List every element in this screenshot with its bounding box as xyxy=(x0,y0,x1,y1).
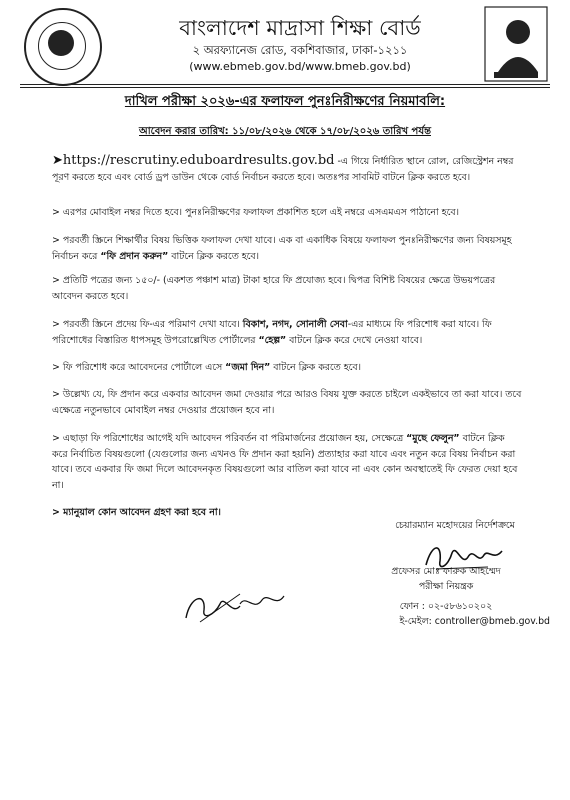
instruction-2: > এরপর মোবাইল নম্বর দিতে হবে। পুনঃনিরীক্ষণের ফলাফল প্রকাশিত হলে এই নম্বরে এসএমএস পাঠানো হবে। xyxy=(52,207,459,218)
signature-order: চেয়ারম্যান মহোদয়ের নির্দেশক্রমে xyxy=(395,520,515,531)
instruction-5-text-mid: -এর মাধ্যমে ফি পরিশোধ করা যাবে। ফি পরিশোধের বিস্তারিত ধাপসমূহ উপরোল্লেখিত পোর্টালের xyxy=(52,319,492,346)
controller-email: ই-মেইল: controller@bmeb.gov.bd xyxy=(399,616,550,627)
controller-phone: ফোন : ০২-৫৮৬১০২০২ xyxy=(399,601,493,612)
submit-button-label: “জমা দিন” xyxy=(225,362,271,373)
board-websites: (www.ebmeb.gov.bd/www.bmeb.gov.bd) xyxy=(189,60,411,73)
initial-signature-icon xyxy=(180,582,290,626)
instruction-8 xyxy=(52,431,522,493)
instruction-1 xyxy=(52,153,522,185)
instruction-4: > প্রতিটি পত্রের জন্য ১৫০/- (একশত পঞ্চাশ মাত্র) টাকা হারে ফি প্রযোজ্য হবে। দ্বিপত্র বিশিষ্ট বিষয়ের ক্ষেত্রে উভয়পত্রের আবেদন করতে হবে। xyxy=(52,275,496,302)
instruction-8-text-end: বাটনে ক্লিক করে নির্বাচিত বিষয়গুলো (যেগুলোর জন্য এখনও ফি প্রদান করা হয়নি) প্রত্যাহার করা যাবে এবং নতুন করে বিষয় নির্বাচন করা যাবে। তবে একবার ফি জমা দিলে আবেদনকৃত বিষয়গুলো আর বাতিল করা যাবে না এবং কোন অবস্থাতেই ফি ফেরত দেয়া হবে না। xyxy=(52,433,518,491)
help-button-label: “হেল্প” xyxy=(258,334,287,346)
instruction-5-text-end: বাটনে ক্লিক করে দেখে নেওয়া যাবে। xyxy=(286,334,423,346)
board-name: বাংলাদেশ মাদ্রাসা শিক্ষা বোর্ড xyxy=(179,16,421,40)
instruction-6-text-end: বাটনে ক্লিক করতে হবে। xyxy=(270,362,361,373)
controller-role: পরীক্ষা নিয়ন্ত্রক xyxy=(418,581,474,592)
instruction-8-text: > এছাড়া ফি পরিশোধের আগেই যদি আবেদন পরিবর্তন বা পরিমার্জনের প্রয়োজন হয়, সেক্ষেত্রে xyxy=(52,433,407,444)
instruction-6-text: > ফি পরিশোধ করে আবেদনের পোর্টালে এসে xyxy=(52,362,226,373)
instruction-5 xyxy=(52,317,522,348)
instruction-9: > ম্যানুয়াল কোন আবেদন গ্রহণ করা হবে না। xyxy=(52,507,221,518)
delete-button-label: “মুছে ফেলুন” xyxy=(406,433,460,444)
instruction-7: > উল্লেখ্য যে, ফি প্রদান করে একবার আবেদন জমা দেওয়ার পরে আরও বিষয় যুক্ত করতে চাইলে একইভাবে তা করা যাবে। তবে এক্ষেত্রে নতুনভাবে মোবাইল নম্বর দেওয়ার প্রয়োজন হবে না। xyxy=(52,389,522,416)
application-date: আবেদন করার তারিখ: ১১/০৮/২০২৬ থেকে ১৭/০৮/২০২৬ তারিখ পর্যন্ত xyxy=(139,126,431,137)
board-address: ২ অরফ্যানেজ রোড, বকশিবাজার, ঢাকা-১২১১ xyxy=(192,43,408,57)
arrow-icon: ➤ xyxy=(52,153,63,168)
header-divider-2 xyxy=(20,87,550,88)
pay-fee-button-label: “ফি প্রদান করুন” xyxy=(100,250,169,262)
instruction-3-text: > পরবর্তী স্ক্রিনে শিক্ষার্থীর বিষয় ভিত্তিক ফলাফল দেখা যাবে। এক বা একাধিক বিষয়ে ফলাফল পুনঃনিরীক্ষণের জন্য বিষয়সমূহ নির্বাচন করে xyxy=(52,235,512,262)
header-divider xyxy=(20,84,550,85)
notice-title: দাখিল পরীক্ষা ২০২৬-এর ফলাফল পুনঃনিরীক্ষণের নিয়মাবলি: xyxy=(124,94,446,109)
portrait-emblem-icon xyxy=(484,6,548,82)
instruction-3 xyxy=(52,233,522,264)
instruction-6 xyxy=(52,360,522,376)
portal-link[interactable]: https://rescrutiny.eduboardresults.gov.bd xyxy=(62,153,335,168)
instruction-1-text: -এ গিয়ে নির্ধারিত স্থানে রোল, রেজিস্ট্রেশন নম্বর পূরণ করতে হবে এবং বোর্ড ড্রপ ডাউন থেকে বোর্ড নির্বাচন করতে হবে। অতঃপর সাবমিট বাটনে ক্লিক করতে হবে। xyxy=(52,156,514,183)
payment-methods: বিকাশ, নগদ, সোনালী সেবা xyxy=(242,319,348,330)
instruction-5-text: > পরবর্তী স্ক্রিনে প্রদেয় ফি-এর পরিমাণ দেখা যাবে। xyxy=(52,319,243,330)
instruction-3-text-end: বাটনে ক্লিক করতে হবে। xyxy=(168,250,259,262)
controller-name: প্রফেসর মোঃ ফারুক আহম্মেদ xyxy=(391,566,501,577)
board-seal-icon xyxy=(24,8,102,86)
